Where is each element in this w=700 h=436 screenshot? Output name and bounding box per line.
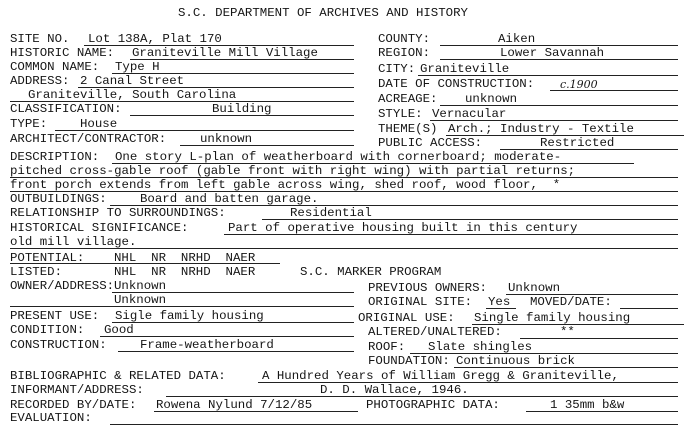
historical-significance-rule1 [224, 234, 678, 235]
original-use-line [472, 324, 684, 325]
recorded-by-line [154, 411, 358, 412]
bibliographic-label: BIBLIOGRAPHIC & RELATED DATA: [10, 369, 226, 383]
altered-line [520, 338, 678, 339]
address-label: ADDRESS: [10, 74, 70, 88]
moved-date-label: MOVED/DATE: [530, 295, 612, 309]
recorded-by-label: RECORDED BY/DATE: [10, 398, 137, 412]
previous-owners-value: Unknown [508, 281, 561, 295]
listed-options: NHL NR NRHD NAER [114, 265, 256, 279]
classification-label: CLASSIFICATION: [10, 102, 122, 116]
acreage-line [440, 105, 678, 106]
original-use-value: Single family housing [474, 311, 631, 325]
recorded-by-value: Rowena Nylund 7/12/85 [156, 398, 313, 412]
foundation-line [454, 367, 678, 368]
construction-label: CONSTRUCTION: [10, 338, 107, 352]
common-name-value: Type H [115, 60, 160, 74]
address-line1: 2 Canal Street [80, 74, 185, 88]
style-label: STYLE: [378, 107, 423, 121]
potential-label: POTENTIAL: [10, 251, 85, 265]
region-value: Lower Savannah [500, 46, 605, 60]
photographic-line [526, 411, 678, 412]
historical-significance-line2: old mill village. [10, 235, 137, 249]
relationship-value: Residential [290, 206, 372, 220]
architect-label: ARCHITECT/CONTRACTOR: [10, 132, 167, 146]
description-line2: pitched cross-gable roof (gable front with right wing) with partial returns; [10, 164, 576, 178]
evaluation-line [110, 424, 678, 425]
marker-program-label: S.C. MARKER PROGRAM [300, 265, 442, 279]
site-no-label: SITE NO. [10, 32, 70, 46]
construction-line [118, 351, 354, 352]
description-line3: front porch extends from left gable across wing, shed roof, wood floor, * [10, 178, 561, 192]
present-use-value: Sigle family housing [115, 309, 264, 323]
classification-line [130, 115, 354, 116]
original-site-label: ORIGINAL SITE: [368, 295, 473, 309]
condition-label: CONDITION: [10, 323, 85, 337]
altered-label: ALTERED/UNALTERED: [368, 325, 502, 339]
previous-owners-label: PREVIOUS OWNERS: [368, 281, 487, 295]
date-of-construction-value: c.1900 [560, 78, 598, 91]
construction-value: Frame-weatherboard [140, 338, 274, 352]
type-label: TYPE: [10, 117, 48, 131]
original-site-line [486, 308, 516, 309]
potential-options: NHL NR NRHD NAER [114, 251, 256, 265]
relationship-line [262, 219, 678, 220]
description-line1: One story L-plan of weatherboard with cornerboard; moderate- [115, 150, 562, 164]
present-use-line [112, 322, 354, 323]
architect-value: unknown [200, 132, 253, 146]
city-line [418, 75, 678, 76]
city-label: CITY: [378, 62, 416, 76]
region-line [440, 59, 678, 60]
historic-name-value: Graniteville Mill Village [132, 46, 318, 60]
historical-significance-rule2 [10, 248, 678, 249]
architect-line [180, 145, 354, 146]
owner-rule2 [10, 306, 354, 307]
description-label: DESCRIPTION: [10, 150, 100, 164]
informant-value: D. D. Wallace, 1946. [320, 383, 469, 397]
original-use-label: ORIGINAL USE: [358, 311, 455, 325]
acreage-label: ACREAGE: [378, 92, 438, 106]
owner-label: OWNER/ADDRESS: [10, 279, 115, 293]
evaluation-label: EVALUATION: [10, 411, 92, 425]
type-line [55, 130, 354, 131]
historical-significance-label: HISTORICAL SIGNIFICANCE: [10, 221, 189, 235]
county-value: Aiken [498, 32, 536, 46]
potential-line [10, 263, 280, 264]
historic-name-label: HISTORIC NAME: [10, 46, 115, 60]
themes-value: Arch.; Industry - Textile [448, 122, 634, 136]
condition-line [100, 336, 354, 337]
outbuildings-value: Board and batten garage. [140, 192, 319, 206]
foundation-value: Continuous brick [456, 354, 575, 368]
style-line [430, 120, 678, 121]
county-label: COUNTY: [378, 32, 431, 46]
public-access-value: Restricted [540, 136, 615, 150]
site-no-value: Lot 138A, Plat 170 [88, 32, 222, 46]
public-access-label: PUBLIC ACCESS: [378, 136, 483, 150]
address-line2: Graniteville, South Carolina [28, 88, 237, 102]
photographic-label: PHOTOGRAPHIC DATA: [366, 398, 500, 412]
style-value: Vernacular [432, 107, 507, 121]
listed-label: LISTED: [10, 265, 63, 279]
informant-label: INFORMANT/ADDRESS: [10, 383, 144, 397]
historical-significance-line1: Part of operative housing built in this century [228, 221, 578, 235]
date-of-construction-label: DATE OF CONSTRUCTION: [378, 77, 535, 91]
informant-line [166, 396, 678, 397]
outbuildings-label: OUTBUILDINGS: [10, 192, 107, 206]
condition-value: Good [104, 323, 134, 337]
owner-line1: Unknown [114, 279, 167, 293]
region-label: REGION: [378, 46, 431, 60]
owner-line2: Unknown [114, 293, 167, 307]
themes-label: THEME(S) [378, 122, 438, 136]
type-value: House [80, 117, 118, 131]
form-header: S.C. DEPARTMENT OF ARCHIVES AND HISTORY [178, 6, 468, 20]
moved-date-line [620, 308, 678, 309]
original-site-value: Yes [488, 295, 511, 309]
classification-value: Building [212, 102, 272, 116]
bibliographic-value: A Hundred Years of William Gregg & Graniteville, [262, 369, 619, 383]
present-use-label: PRESENT USE: [10, 309, 100, 323]
description-rule3 [10, 191, 678, 192]
city-value: Graniteville [420, 62, 510, 76]
altered-value: ** [560, 325, 575, 339]
historic-name-line [130, 59, 354, 60]
roof-label: ROOF: [368, 340, 406, 354]
relationship-label: RELATIONSHIP TO SURROUNDINGS: [10, 206, 226, 220]
foundation-label: FOUNDATION: [368, 354, 450, 368]
roof-value: Slate shingles [428, 340, 533, 354]
common-name-label: COMMON NAME: [10, 60, 100, 74]
date-of-construction-line [550, 90, 678, 91]
photographic-value: 1 35mm b&w [550, 398, 625, 412]
acreage-value: unknown [465, 92, 518, 106]
